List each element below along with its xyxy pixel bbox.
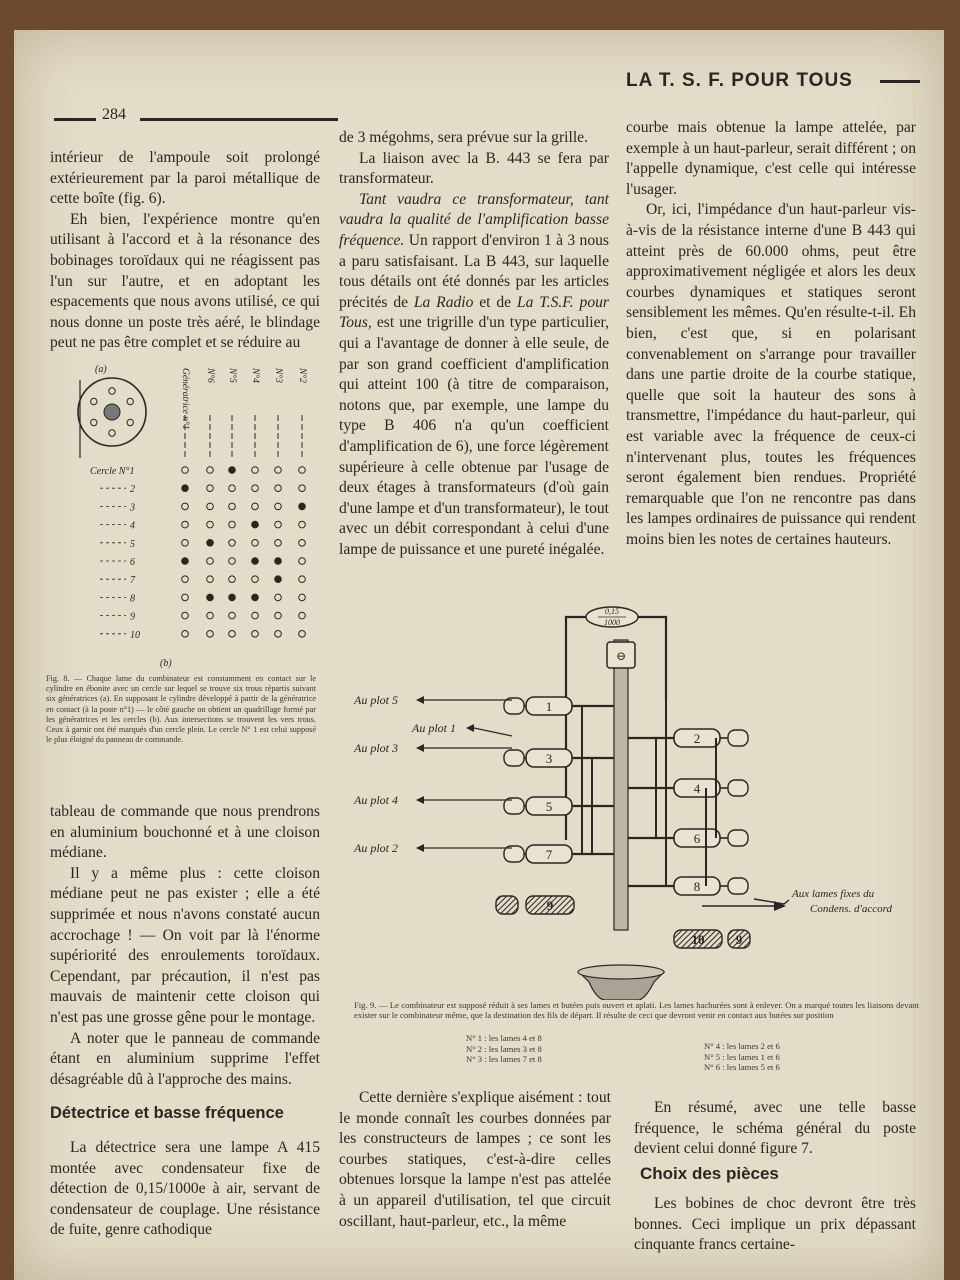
paragraph: tableau de commande que nous prendrons en aluminium bouchonné et à une cloison médiane. xyxy=(50,803,320,862)
empty-hole xyxy=(252,631,259,638)
row-label: 7 xyxy=(130,575,135,587)
paragraph: intérieur de l'ampoule soit prolongé extérieurement par la paroi métallique de cette boîte (fig. 6). xyxy=(50,149,320,208)
list-item: N° 3 : les lames 7 et 8 xyxy=(466,1054,542,1065)
empty-hole xyxy=(229,558,236,565)
figure-9-caption xyxy=(354,1000,919,1021)
italic-text: La Radio xyxy=(413,293,474,311)
combinator-shaft xyxy=(614,640,628,930)
empty-hole xyxy=(252,576,259,583)
empty-hole xyxy=(229,485,236,492)
plot-label: Au plot 3 xyxy=(354,741,398,755)
contact-stop xyxy=(728,730,748,746)
paragraph: courbe mais obtenue la lampe attelée, par exemple à un haut-parleur, serait différent ; on l'appelle dynamique, c'est celle qui intéresse l'usager. xyxy=(626,119,916,198)
paragraph: La détectrice sera une lampe A 415 montée avec condensateur fixe de détection de 0,15/1000e à air, servant de condensateur de couplage. Une résistance de fuite, genre cathodique xyxy=(50,1139,320,1239)
arrow-head xyxy=(416,744,424,752)
empty-hole xyxy=(207,503,214,510)
empty-hole xyxy=(182,612,189,619)
empty-hole xyxy=(299,594,306,601)
figure-9-list-left xyxy=(466,1033,656,1065)
column-2-top xyxy=(339,128,609,560)
empty-hole xyxy=(252,503,259,510)
empty-hole xyxy=(229,576,236,583)
column-label: N°2 xyxy=(297,368,307,383)
column-label: Génératrice n°1 xyxy=(180,368,190,430)
contact-stop xyxy=(728,780,748,796)
column-label: N°5 xyxy=(227,368,237,383)
arrow-head xyxy=(416,696,424,704)
row-label: 6 xyxy=(130,557,135,568)
empty-hole xyxy=(299,521,306,528)
empty-hole xyxy=(275,540,282,547)
paragraph: de 3 mégohms, sera prévue sur la grille. xyxy=(339,129,588,146)
list-item: N° 4 : les lames 2 et 6 xyxy=(704,1041,780,1051)
italic-text: La T.S.F. pour Tous, xyxy=(339,293,609,332)
filled-hole xyxy=(252,521,259,528)
column-label: N°4 xyxy=(250,368,260,383)
paragraph: Il y a même plus : cette cloison médiane peut ne pas exister ; elle a été supprimée et nous n'avons constaté aucun accrochage ! — On voit par là l'énorme supériorité des enroulements toroïdaux. Cependant, par précaution, il n'est pas mauvais de maintenir cette cloison qui n'est pas une grosse gêne pour le montage. xyxy=(50,864,320,1026)
book-page xyxy=(14,30,944,1280)
empty-hole xyxy=(207,631,214,638)
empty-hole xyxy=(182,521,189,528)
running-title: LA T. S. F. POUR TOUS xyxy=(626,70,853,91)
filled-hole xyxy=(182,558,189,565)
section-heading: Choix des pièces xyxy=(640,1164,779,1183)
caption-text: Fig. 8. — Chaque lame du combinateur est constamment en contact sur le cylindre en ébonite avec un cercle sur lequel se trouve six trous répartis suivant six génératrices (a). En supposant le cylindre développé à partir de la génératrice en contact (à la poste n°1) — le côté gauche on obtient un quadrillage formé par les génératrices et les cercles (b). Aux intersections se trouvent les vers trous. Ceux à garnir ont été marqués d'un cercle plein. Le cercle N° 1 est celui supposé le plus éloigné du panneau de commande. xyxy=(46,674,316,745)
empty-hole xyxy=(229,521,236,528)
empty-hole xyxy=(275,612,282,619)
filled-hole xyxy=(299,503,306,510)
paragraph: En résumé, avec une telle basse fréquence, le schéma général du poste devient celui donné figure 7. xyxy=(634,1099,916,1158)
list-item: N° 5 : les lames 1 et 6 xyxy=(704,1051,780,1062)
output-arrow-line xyxy=(754,899,789,904)
empty-hole xyxy=(275,521,282,528)
arrow-head xyxy=(466,724,474,732)
figure-9-list-right xyxy=(704,1041,894,1073)
row-label: 3 xyxy=(130,502,135,514)
figure-label-a: (a) xyxy=(95,364,107,375)
empty-hole xyxy=(182,540,189,547)
header-rule-left xyxy=(54,118,96,121)
empty-hole xyxy=(207,612,214,619)
bearing-symbol: ⊖ xyxy=(615,649,627,663)
cylinder-hole xyxy=(109,430,115,436)
hatched-number: 9 xyxy=(735,932,743,947)
paragraph xyxy=(339,190,609,561)
contact-stop xyxy=(728,878,748,894)
cylinder-hole xyxy=(91,398,97,404)
plot-label: Au plot 5 xyxy=(354,693,398,707)
wire xyxy=(638,617,666,700)
arrow-label-line-2: Condens. d'accord xyxy=(810,903,892,915)
hole-grid xyxy=(90,466,305,641)
plot-label: Au plot 2 xyxy=(354,841,398,855)
terminal-number: 2 xyxy=(693,731,701,746)
filled-hole xyxy=(252,594,259,601)
empty-hole xyxy=(252,612,259,619)
figure-label-b: (b) xyxy=(160,658,172,669)
empty-hole xyxy=(299,631,306,638)
filled-hole xyxy=(229,594,236,601)
paragraph: Cette dernière s'explique aisément : tout le monde connaît les courbes données par les constructeurs de lampes ; ce sont les courbes statiques, c'est-à-dire celles obtenues lorsque la lampe n'est pas attelée à un appareil d'utilisation, tel que circuit oscillant, haut-parleur, etc., la même xyxy=(339,1089,611,1230)
arrow-head xyxy=(774,901,786,911)
hatched-number: 9 xyxy=(546,898,554,913)
text: est une trigrille d'un type particulier, qui a l'avantage de donner à elle seule, de par son grand coefficient d'amplification qui atteint 100 (à titre de comparaison, notons que, par exemple, une lampe du type B 406 n'a qu'un coefficient d'amplification de 6), une force légèrement supérieure à celle obtenue par l'usage de deux étages à transformateurs (d'où gain d'une lampe et d'un transformateur), le tout avec un débit correspondant à celui d'une lampe de puissance et une pureté inégalée. xyxy=(339,314,609,558)
section-heading: Détectrice et basse fréquence xyxy=(50,1104,284,1122)
empty-hole xyxy=(182,576,189,583)
filled-hole xyxy=(182,485,189,492)
row-label: 9 xyxy=(130,611,135,623)
cylinder-hole xyxy=(127,419,133,425)
filled-hole xyxy=(275,558,282,565)
figure-8-drawing xyxy=(60,360,320,670)
terminal-number: 8 xyxy=(693,879,701,894)
column-label: N°3 xyxy=(273,368,283,383)
empty-hole xyxy=(299,485,306,492)
capacitor-value-top: 0,15 xyxy=(605,607,619,616)
header-rule-middle xyxy=(140,118,338,121)
list-item: N° 1 : les lames 4 et 8 xyxy=(466,1033,542,1043)
arrow-head xyxy=(416,796,424,804)
row-label: 5 xyxy=(130,538,135,550)
paragraph: Les bobines de choc devront être très bonnes. Ceci implique un prix dépassant cinquante francs certaine- xyxy=(634,1195,916,1254)
empty-hole xyxy=(275,594,282,601)
plot-label: Au plot 4 xyxy=(354,793,398,807)
empty-hole xyxy=(299,576,306,583)
paragraph: Or, ici, l'impédance d'un haut-parleur vis-à-vis de la résistance interne d'une B 443 qui atteint près de 60.000 ohms, peut être approximativement négligée et alors les deux courbes dynamiques et statiques seront sensiblement les mêmes. Qu'en résulte-t-il. Eh bien, c'est que, si en polarisant convenablement on s'arrange pour travailler dans une partie droite de la courbe statique, quelle que soit la hauteur des sons à transmettre, l'impédance du haut-parleur, qui est variable avec la fréquence de ceux-ci n'intervenant plus, toutes les fréquences seront également bien rendues. Propriété remarquable que l'on ne rencontre pas dans les lampes ordinaires de puissance qui rendent moins bien les notes de certaines hauteurs. xyxy=(626,201,916,548)
knob-top xyxy=(578,965,664,979)
plot-wire xyxy=(474,728,512,736)
header-rule-right xyxy=(880,80,920,83)
row-label: Cercle N°1 xyxy=(90,466,135,477)
terminal-number: 7 xyxy=(545,847,553,862)
figure-9-schematic xyxy=(344,600,924,1000)
paragraph: A noter que le panneau de commande étant en aluminium supprime l'effet désagréable dû à l'approche des mains. xyxy=(50,1029,320,1088)
hatched-blade xyxy=(496,896,518,914)
empty-hole xyxy=(229,503,236,510)
contact-stop xyxy=(504,750,524,766)
empty-hole xyxy=(182,594,189,601)
row-label: 8 xyxy=(130,593,135,605)
paragraph: La liaison avec la B. 443 se fera par transformateur. xyxy=(339,149,609,188)
empty-hole xyxy=(207,467,214,474)
figure-8 xyxy=(60,360,320,670)
column-3-top xyxy=(626,118,916,550)
column-2-bottom xyxy=(339,1088,611,1232)
terminal-number: 1 xyxy=(545,699,553,714)
arrow-label-line-1: Aux lames fixes du xyxy=(792,888,875,900)
empty-hole xyxy=(182,467,189,474)
column-3-bottom-2 xyxy=(634,1194,916,1256)
filled-hole xyxy=(229,467,236,474)
cylinder-hole xyxy=(127,398,133,404)
contact-stop xyxy=(728,830,748,846)
section-1-text xyxy=(50,1138,320,1241)
empty-hole xyxy=(207,576,214,583)
plot-label: Au plot 1 xyxy=(412,721,456,735)
empty-hole xyxy=(299,467,306,474)
empty-hole xyxy=(252,467,259,474)
column-3-bottom xyxy=(634,1098,916,1160)
italic-text: Tant vaudra ce transformateur, tant vaudra la qualité de l'amplification basse fréquence. xyxy=(339,190,609,249)
empty-hole xyxy=(252,540,259,547)
empty-hole xyxy=(182,503,189,510)
paragraph: Eh bien, l'expérience montre qu'en utilisant à l'accord et à la résonance des bobinages toroïdaux qui ne réagissent pas l'un sur l'autre, et en adoptant les espacements que nous avons utilisé, ce qui nous donne un poste très aéré, le blindage peut ne pas être complet et se réduire au xyxy=(50,210,320,352)
row-label: 4 xyxy=(130,520,135,532)
empty-hole xyxy=(229,612,236,619)
empty-hole xyxy=(207,521,214,528)
empty-hole xyxy=(182,631,189,638)
row-label: 10 xyxy=(130,629,140,641)
terminal-number: 5 xyxy=(545,799,553,814)
empty-hole xyxy=(252,485,259,492)
empty-hole xyxy=(207,558,214,565)
empty-hole xyxy=(207,485,214,492)
cylinder-hub xyxy=(104,404,120,420)
capacitor-value-bottom: 1000 xyxy=(604,618,620,627)
row-label: 2 xyxy=(130,484,135,496)
arrow-head xyxy=(416,844,424,852)
list-item: N° 6 : les lames 5 et 6 xyxy=(704,1062,780,1073)
page-number: 284 xyxy=(102,106,126,123)
empty-hole xyxy=(299,558,306,565)
filled-hole xyxy=(207,594,214,601)
cylinder-hole xyxy=(91,419,97,425)
figure-8-caption xyxy=(46,674,316,745)
empty-hole xyxy=(299,540,306,547)
filled-hole xyxy=(252,558,259,565)
terminal-number: 6 xyxy=(693,831,701,846)
empty-hole xyxy=(275,631,282,638)
column-labels xyxy=(180,367,308,460)
list-item: N° 2 : les lames 3 et 8 xyxy=(466,1043,542,1054)
cylinder-hole xyxy=(109,388,115,394)
filled-hole xyxy=(275,576,282,583)
empty-hole xyxy=(275,503,282,510)
filled-hole xyxy=(207,540,214,547)
column-1-bottom xyxy=(50,802,320,1090)
empty-hole xyxy=(229,540,236,547)
text: et de xyxy=(473,293,517,311)
empty-hole xyxy=(299,612,306,619)
text: Un rapport d'environ 1 à 3 nous a paru satisfaisant. La B 443, sur laquelle tous détails ont été donnés par les articles précités de xyxy=(339,231,609,311)
empty-hole xyxy=(275,467,282,474)
empty-hole xyxy=(229,631,236,638)
caption-text: Fig. 9. — Le combinateur est supposé réduit à ses lames et butées puis ouvert et aplati. Les lames hachurées sont à enlever. On a marqué toutes les liaisons devant exister sur le combinateur même, que la destination des fils de départ. Il résulte de ceci que devront venir en contact aux butées sur position xyxy=(354,1000,919,1021)
empty-hole xyxy=(275,485,282,492)
terminal-number: 4 xyxy=(693,781,701,796)
column-label: N°6 xyxy=(205,368,215,383)
plot-labels xyxy=(353,693,512,855)
column-1-top xyxy=(50,148,320,354)
figure-9 xyxy=(344,600,924,1000)
hatched-number: 10 xyxy=(691,932,705,947)
terminal-number: 3 xyxy=(545,751,553,766)
